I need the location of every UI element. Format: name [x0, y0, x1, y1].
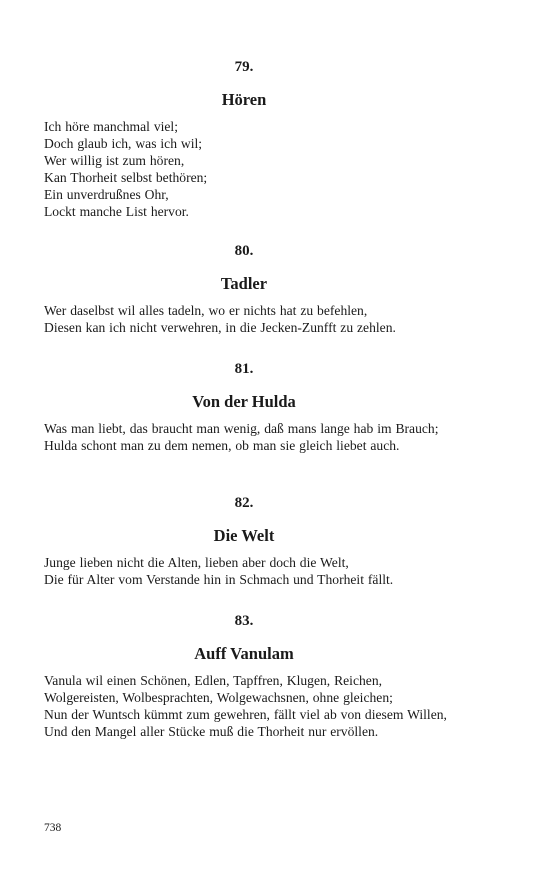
poem-81: [44, 360, 454, 454]
poem-line: Kan Thorheit selbst bethören;: [44, 170, 208, 185]
poem-title: Auff Vanulam: [194, 644, 294, 663]
poem-line: Vanula wil einen Schönen, Edlen, Tapffren, Klugen, Reichen,: [44, 673, 383, 688]
poem-body: [44, 672, 454, 740]
poem-line: Wer willig ist zum hören,: [44, 153, 185, 168]
poem-number: 83.: [234, 613, 254, 629]
poem-line: Und den Mangel aller Stücke muß die Thorheit nur ervöllen.: [44, 724, 379, 739]
poem-body: [44, 554, 454, 588]
poem-title: Hören: [221, 90, 267, 109]
page-number: 738: [44, 822, 62, 834]
poem-line: Wer daselbst wil alles tadeln, wo er nichts hat zu befehlen,: [44, 303, 368, 318]
poem-number: 82.: [234, 495, 254, 511]
poem-line: Nun der Wuntsch kümmt zum gewehren, fällt viel ab von diesem Willen,: [44, 707, 447, 722]
poem-82: [44, 494, 454, 588]
poem-79: [44, 58, 454, 220]
poem-line: Diesen kan ich nicht verwehren, in die Jecken-Zunfft zu zehlen.: [44, 320, 396, 335]
poem-number: 81.: [234, 361, 254, 377]
poem-number: 79.: [234, 59, 254, 75]
poem-line: Junge lieben nicht die Alten, lieben aber doch die Welt,: [44, 555, 349, 570]
poem-title: Die Welt: [213, 526, 275, 545]
poem-line: Ich höre manchmal viel;: [44, 119, 178, 134]
poem-80: [44, 242, 454, 336]
poem-line: Doch glaub ich, was ich wil;: [44, 136, 203, 151]
poem-line: Hulda schont man zu dem nemen, ob man sie gleich liebet auch.: [44, 438, 400, 453]
poem-title: Tadler: [220, 274, 268, 293]
poem-line: Lockt manche List hervor.: [44, 204, 189, 219]
poem-title: Von der Hulda: [192, 392, 296, 411]
poem-number: 80.: [234, 243, 254, 259]
poem-line: Wolgereisten, Wolbesprachten, Wolgewachsnen, ohne gleichen;: [44, 690, 393, 705]
poem-83: [44, 612, 454, 740]
poem-body: [44, 302, 454, 336]
poem-body: [44, 420, 454, 454]
poem-line: Die für Alter vom Verstande hin in Schmach und Thorheit fällt.: [44, 572, 394, 587]
poem-line: Ein unverdrußnes Ohr,: [44, 187, 169, 202]
poem-line: Was man liebt, das braucht man wenig, daß mans lange hab im Brauch;: [44, 421, 439, 436]
poem-body: [44, 118, 454, 220]
